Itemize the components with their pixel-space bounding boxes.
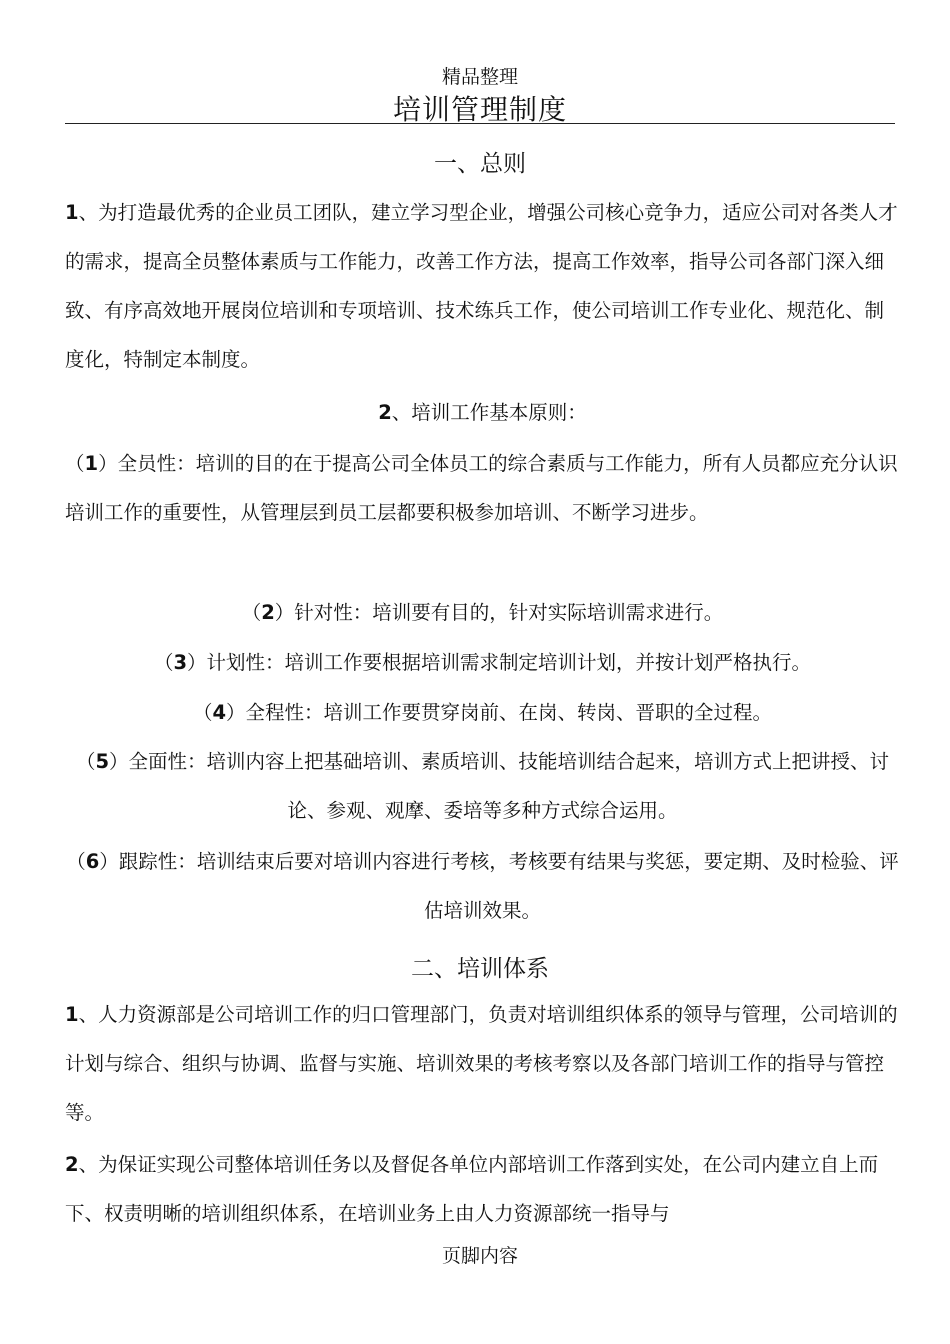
principle-text: 针对性：培训要有目的，针对实际培训需求进行。 — [294, 601, 724, 624]
principle-number: 1 — [84, 452, 99, 475]
principle-item-2: （2）针对性：培训要有目的，针对实际培训需求进行。 — [241, 601, 724, 624]
paragraph-number: 1 — [65, 1003, 79, 1026]
page-footer: 页脚内容 — [441, 1245, 518, 1267]
paragraph-hr-department — [65, 990, 900, 1137]
section-heading-training-system: 二、培训体系 — [411, 956, 549, 982]
principle-text: 全程性：培训工作要贯穿岗前、在岗、转岗、晋职的全过程。 — [245, 701, 773, 724]
page-header: 精品整理 — [441, 66, 518, 88]
principle-item-1: （1）全员性：培训的目的在于提高公司全体员工的综合素质与工作能力，所有人员都应充分认识培训工作的重要性，从管理层到员工层都要积极参加培训、不断学习进步。 — [65, 452, 898, 524]
principle-text: 全面性：培训内容上把基础培训、素质培训、技能培训结合起来，培训方式上把讲授、讨论、参观、观摩、委培等多种方式综合运用。 — [128, 750, 890, 822]
paragraph-principles-heading — [65, 388, 900, 437]
principle-item-6: （6）跟踪性：培训结束后要对培训内容进行考核，考核要有结果与奖惩，要定期、及时检验、评估培训效果。 — [66, 850, 899, 922]
paragraph-purpose — [65, 188, 900, 384]
section-heading-general: 一、总则 — [434, 151, 526, 177]
paragraph-organization-system — [65, 1140, 900, 1238]
principle-item-4: （4）全程性：培训工作要贯穿岗前、在岗、转岗、晋职的全过程。 — [192, 701, 773, 724]
principle-item-5: （5）全面性：培训内容上把基础培训、素质培训、技能培训结合起来，培训方式上把讲授、讨论、参观、观摩、委培等多种方式综合运用。 — [75, 750, 890, 822]
paragraph-text: 、培训工作基本原则： — [391, 401, 587, 424]
principle-number: 4 — [212, 701, 227, 724]
principle-number: 5 — [95, 750, 110, 773]
principle-text: 跟踪性：培训结束后要对培训内容进行考核，考核要有结果与奖惩，要定期、及时检验、评估培训效果。 — [118, 850, 899, 922]
principle-text: 计划性：培训工作要根据培训需求制定培训计划，并按计划严格执行。 — [206, 651, 812, 674]
principle-number: 2 — [261, 601, 275, 624]
principle-text: 全员性：培训的目的在于提高公司全体员工的综合素质与工作能力，所有人员都应充分认识培训工作的重要性，从管理层到员工层都要积极参加培训、不断学习进步。 — [65, 452, 898, 524]
document-title: 培训管理制度 — [392, 93, 567, 126]
principle-number: 3 — [173, 651, 188, 674]
paragraph-text: 、人力资源部是公司培训工作的归口管理部门，负责对培训组织体系的领导与管理，公司培训的计划与综合、组织与协调、监督与实施、培训效果的考核考察以及各部门培训工作的指导与管控等。 — [65, 1003, 898, 1124]
principle-item-3: （3）计划性：培训工作要根据培训需求制定培训计划，并按计划严格执行。 — [153, 651, 812, 674]
paragraph-number: 2 — [378, 401, 392, 424]
title-divider — [65, 123, 895, 124]
paragraph-text: 、为打造最优秀的企业员工团队，建立学习型企业，增强公司核心竞争力，适应公司对各类人才的需求，提高全员整体素质与工作能力，改善工作方法，提高工作效率，指导公司各部门深入细致、有序高效地开展岗位培训和专项培训、技术练兵工作，使公司培训工作专业化、规范化、制度化，特制定本制度。 — [65, 201, 898, 371]
paragraph-number: 1 — [65, 201, 79, 224]
principle-number: 6 — [85, 850, 100, 873]
paragraph-number: 2 — [65, 1153, 79, 1176]
paragraph-text: 、为保证实现公司整体培训任务以及督促各单位内部培训工作落到实处，在公司内建立自上而下、权责明晰的培训组织体系，在培训业务上由人力资源部统一指导与 — [65, 1153, 879, 1225]
